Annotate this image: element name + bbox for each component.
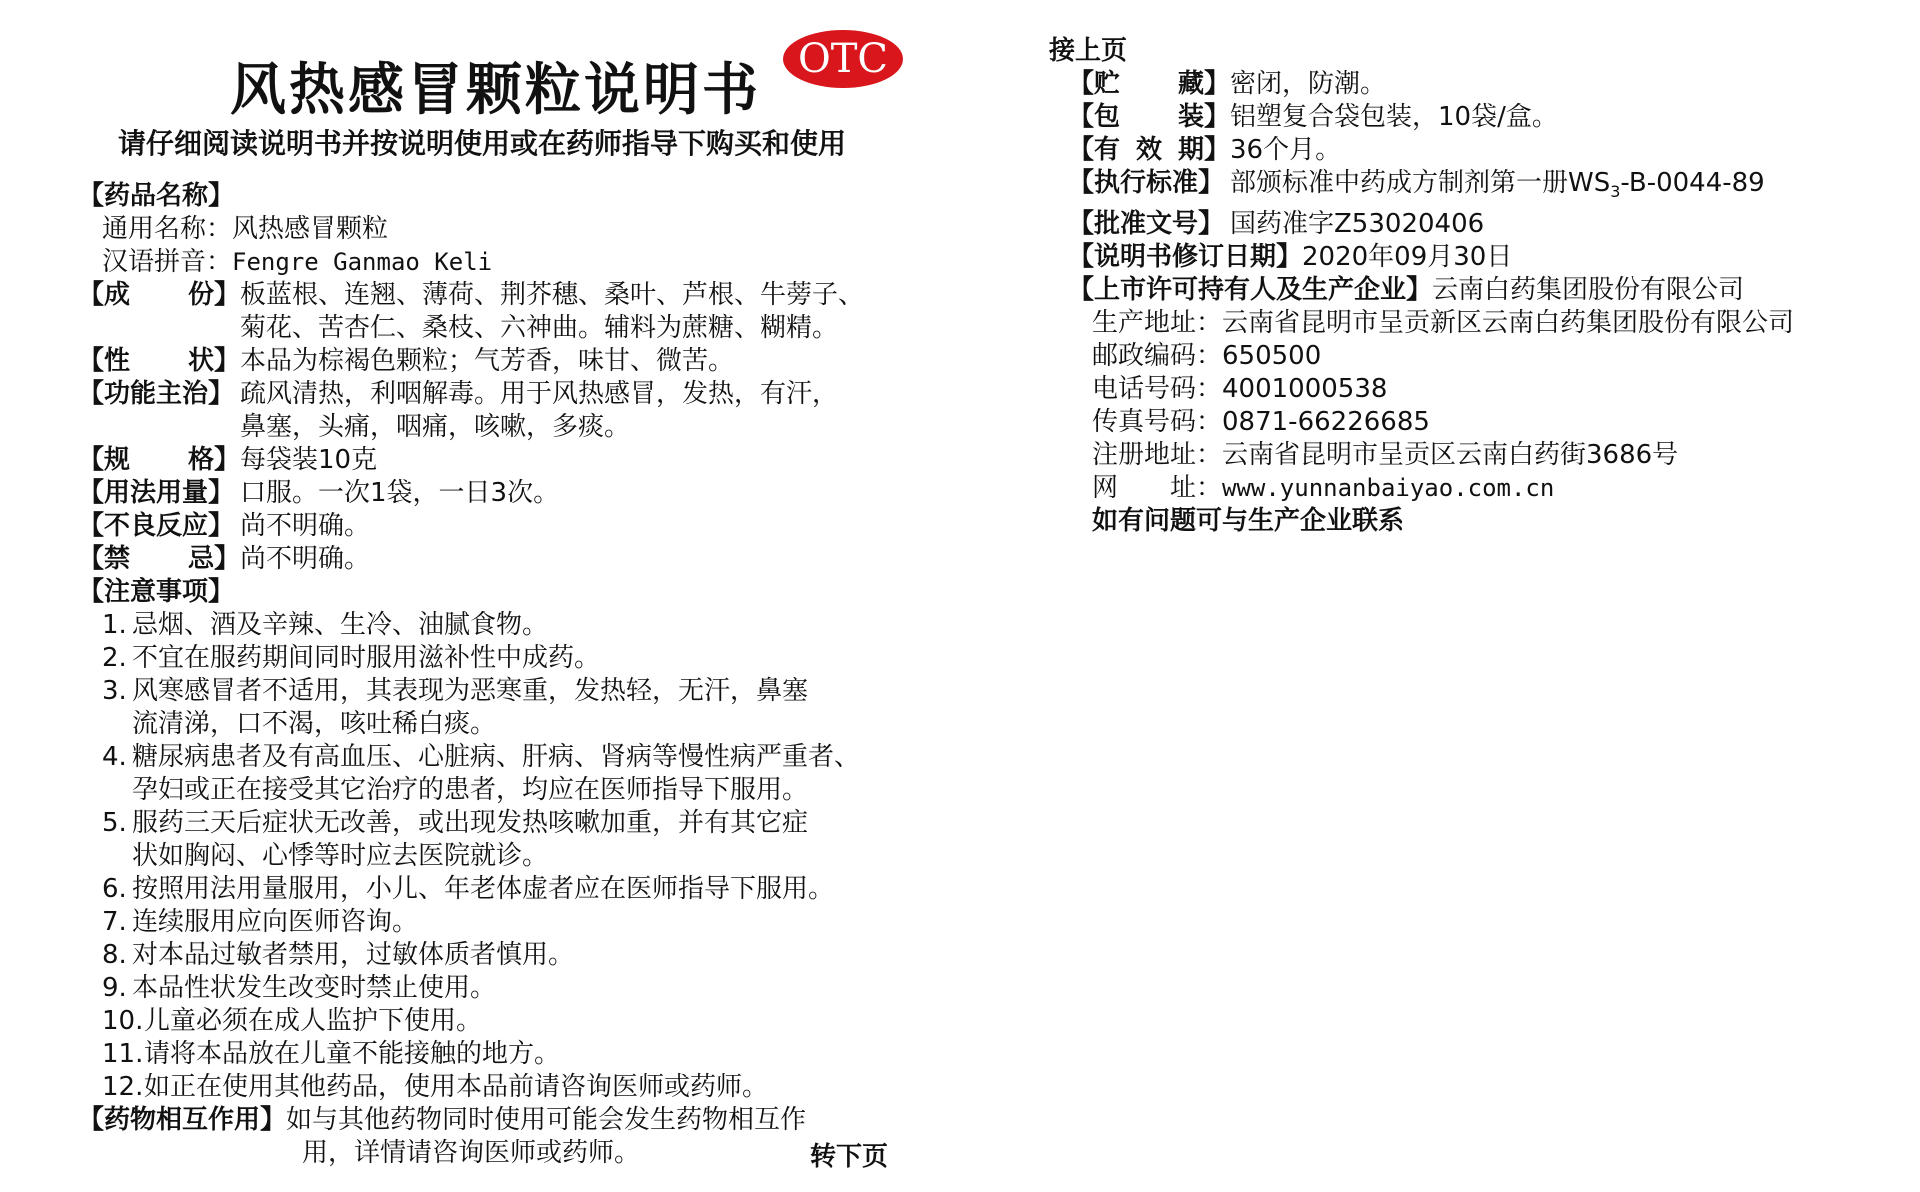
precaution-text: 风寒感冒者不适用，其表现为恶寒重，发热轻，无汗，鼻塞 xyxy=(132,676,809,706)
fax-row: 传真号码： 0871-66226685 xyxy=(1092,407,1430,437)
dosage-row: 【用法用量】 口服。一次1袋，一日3次。 xyxy=(78,478,560,508)
precaution-item xyxy=(78,807,864,840)
continued-from-label: 接上页 xyxy=(1049,36,1128,66)
precaution-number: 7. xyxy=(102,907,127,937)
precaution-text: 本品性状发生改变时禁止使用。 xyxy=(132,973,497,1003)
precaution-number: 11. xyxy=(102,1039,144,1069)
precaution-text: 儿童必须在成人监护下使用。 xyxy=(144,1006,483,1036)
precaution-number: 4. xyxy=(102,742,127,772)
precaution-text: 对本品过敏者禁用，过敏体质者慎用。 xyxy=(132,940,575,970)
spec-row: 【规 格】 每袋装10克 xyxy=(78,445,378,475)
standard-row: 【执行标准】 部颁标准中药成方制剂第一册$WS_3-B-0044-89$ xyxy=(1068,168,1765,201)
precaution-number: 6. xyxy=(102,874,127,904)
registered-address-row: 注册地址： 云南省昆明市呈贡区云南白药街3686号 xyxy=(1092,440,1679,470)
precaution-item xyxy=(78,708,864,741)
right-column xyxy=(1068,68,1794,538)
precaution-text: 忌烟、酒及辛辣、生冷、油腻食物。 xyxy=(132,610,549,640)
interactions-row: 【药物相互作用】 如与其他药物同时使用可能会发生药物相互作 xyxy=(78,1105,807,1135)
precaution-text: 服药三天后症状无改善，或出现发热咳嗽加重，并有其它症 xyxy=(132,808,809,838)
precaution-text: 按照用法用量服用，小儿、年老体虚者应在医师指导下服用。 xyxy=(132,874,835,904)
indications-row-cont: 鼻塞，头痛，咽痛，咳嗽，多痰。 xyxy=(240,412,631,442)
adverse-row: 【不良反应】 尚不明确。 xyxy=(78,511,371,541)
common-name-row: 通用名称： 风热感冒颗粒 xyxy=(102,214,389,244)
document-title: 风热感冒颗粒说明书 xyxy=(230,58,761,123)
drug-name-heading: 【药品名称】 xyxy=(78,181,235,211)
precaution-text: 孕妇或正在接受其它治疗的患者，均应在医师指导下服用。 xyxy=(132,775,809,805)
precaution-item xyxy=(78,741,864,774)
precautions-heading: 【注意事项】 xyxy=(78,577,235,607)
precaution-number: 10. xyxy=(102,1006,144,1036)
precaution-number: 8. xyxy=(102,940,127,970)
properties-row: 【性 状】 本品为棕褐色颗粒；气芳香，味甘、微苦。 xyxy=(78,346,735,376)
contraindications-row: 【禁 忌】 尚不明确。 xyxy=(78,544,371,574)
left-column xyxy=(78,180,864,1170)
precaution-number: 12. xyxy=(102,1072,144,1102)
postcode-row: 邮政编码： 650500 xyxy=(1092,341,1322,371)
precaution-text: 如正在使用其他药品，使用本品前请咨询医师或药师。 xyxy=(144,1072,769,1102)
precaution-item xyxy=(78,1038,864,1071)
manufacturer-row: 【上市许可持有人及生产企业】 云南白药集团股份有限公司 xyxy=(1068,275,1745,305)
precaution-item xyxy=(78,972,864,1005)
precaution-text: 流清涕，口不渴，咳吐稀白痰。 xyxy=(132,709,497,739)
precaution-number: 1. xyxy=(102,610,127,640)
precaution-item xyxy=(78,609,864,642)
precaution-item xyxy=(78,642,864,675)
precaution-text: 连续服用应向医师咨询。 xyxy=(132,907,419,937)
subtitle: 请仔细阅读说明书并按说明使用或在药师指导下购买和使用 xyxy=(118,127,847,160)
precaution-text: 请将本品放在儿童不能接触的地方。 xyxy=(144,1039,561,1069)
website-link: www.yunnanbaiyao.com.cn xyxy=(1222,474,1555,502)
ingredients-row-cont: 菊花、苦杏仁、桑枝、六神曲。辅料为蔗糖、糊精。 xyxy=(240,313,839,343)
precaution-item xyxy=(78,675,864,708)
precaution-text: 糖尿病患者及有高血压、心脏病、肝病、肾病等慢性病严重者、 xyxy=(132,742,861,772)
precaution-item xyxy=(78,1005,864,1038)
phone-row: 电话号码： 4001000538 xyxy=(1092,374,1388,404)
revision-row: 【说明书修订日期】 2020年09月30日 xyxy=(1068,242,1513,272)
pinyin-row: 汉语拼音： Fengre Ganmao Keli xyxy=(102,247,493,277)
precaution-number: 9. xyxy=(102,973,127,1003)
approval-row: 【批准文号】 国药准字Z53020406 xyxy=(1068,209,1485,239)
indications-row: 【功能主治】 疏风清热，利咽解毒。用于风热感冒，发热，有汗， xyxy=(78,379,839,409)
precaution-item xyxy=(78,774,864,807)
contact-note: 如有问题可与生产企业联系 xyxy=(1092,506,1405,536)
continued-next-label: 转下页 xyxy=(810,1142,889,1172)
storage-row: 【贮 藏】 密闭，防潮。 xyxy=(1068,69,1387,99)
precaution-number: 3. xyxy=(102,676,127,706)
otc-badge: OTC xyxy=(783,30,903,88)
precaution-number: 2. xyxy=(102,643,127,673)
package-row: 【包 装】 铝塑复合袋包装，10袋/盒。 xyxy=(1068,102,1558,132)
address-row: 生产地址： 云南省昆明市呈贡新区云南白药集团股份有限公司 xyxy=(1092,308,1795,338)
website-row: 网 址： www.yunnanbaiyao.com.cn xyxy=(1092,473,1555,503)
precautions-list xyxy=(78,609,864,1104)
precaution-item xyxy=(78,906,864,939)
precaution-number: 5. xyxy=(102,808,127,838)
precaution-item xyxy=(78,939,864,972)
interactions-row-cont: 用，详情请咨询医师或药师。 xyxy=(302,1138,641,1168)
precaution-text: 状如胸闷、心悸等时应去医院就诊。 xyxy=(132,841,549,871)
precaution-text: 不宜在服药期间同时服用滋补性中成药。 xyxy=(132,643,601,673)
precaution-item xyxy=(78,840,864,873)
ingredients-row: 【成 份】 板蓝根、连翘、薄荷、荆芥穗、桑叶、芦根、牛蒡子、 xyxy=(78,280,865,310)
precaution-item xyxy=(78,873,864,906)
validity-row: 【有 效 期】 36个月。 xyxy=(1068,135,1342,165)
precaution-item xyxy=(78,1071,864,1104)
